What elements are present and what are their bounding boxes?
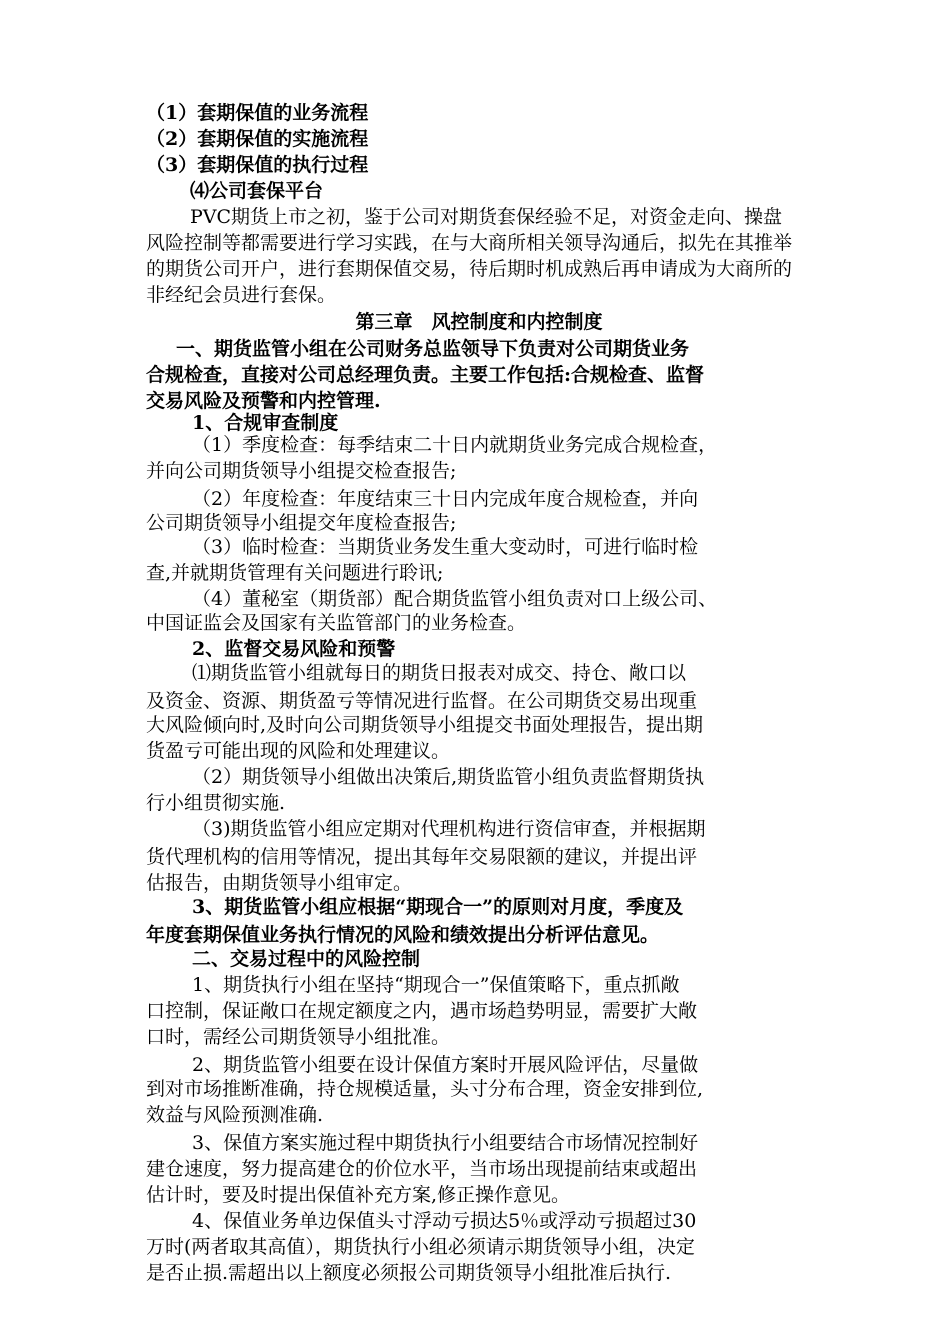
text-line: 并向公司期货领导小组提交检查报告;: [146, 460, 457, 482]
text-line: 行小组贯彻实施.: [146, 792, 286, 814]
text-line: PVC期货上市之初，鉴于公司对期货套保经验不足，对资金走向、操盘: [190, 206, 783, 228]
text-line: 货盈亏可能出现的风险和处理建议。: [146, 740, 451, 762]
text-line: 及资金、资源、期货盈亏等情况进行监督。在公司期货交易出现重: [146, 690, 698, 712]
text-line: 效益与风险预测准确.: [146, 1104, 324, 1126]
text-line: 2、期货监管小组要在设计保值方案时开展风险评估，尽量做: [192, 1054, 699, 1076]
text-line: 建仓速度，努力提高建仓的价位水平，当市场出现提前结束或超出: [146, 1158, 698, 1180]
text-line: 货代理机构的信用等情况，提出其每年交易限额的建议，并提出评: [146, 846, 698, 868]
text-line: 3、期货监管小组应根据“期现合一”的原则对月度，季度及: [192, 896, 684, 918]
text-line: ⑷公司套保平台: [190, 180, 324, 202]
text-line: 估报告，由期货领导小组审定。: [146, 872, 413, 894]
text-line: 查,并就期货管理有关问题进行聆讯;: [146, 562, 444, 584]
text-line: （3)期货监管小组应定期对代理机构进行资信审查，并根据期: [192, 818, 706, 840]
text-line: （1）套期保值的业务流程: [146, 102, 369, 124]
text-line: 年度套期保值业务执行情况的风险和绩效提出分析评估意见。: [146, 924, 660, 946]
text-line: 口控制，保证敞口在规定额度之内，遇市场趋势明显，需要扩大敞: [146, 1000, 698, 1022]
text-line: （2）套期保值的实施流程: [146, 128, 369, 150]
text-line: 口时，需经公司期货领导小组批准。: [146, 1026, 451, 1048]
text-line: 3、保值方案实施过程中期货执行小组要结合市场情况控制好: [192, 1132, 699, 1154]
text-line: 中国证监会及国家有关监管部门的业务检查。: [146, 612, 527, 634]
text-line: 万时(两者取其高值），期货执行小组必须请示期货领导小组，决定: [146, 1236, 695, 1258]
text-line: （3）临时检查：当期货业务发生重大变动时，可进行临时检: [192, 536, 699, 558]
text-line: （4）董秘室（期货部）配合期货监管小组负责对口上级公司、: [192, 588, 718, 610]
text-line: 交易风险及预警和内控管理.: [146, 390, 381, 412]
text-line: （2）期货领导小组做出决策后,期货监管小组负责监督期货执: [192, 766, 705, 788]
text-line: 二、交易过程中的风险控制: [192, 948, 421, 970]
text-line: 到对市场推断准确，持仓规模适量，头寸分布合理，资金安排到位,: [146, 1078, 704, 1100]
text-line: 是否止损.需超出以上额度必须报公司期货领导小组批准后执行.: [146, 1262, 672, 1284]
text-line: 4、保值业务单边保值头寸浮动亏损达5％或浮动亏损超过30: [192, 1210, 697, 1232]
text-line: 非经纪会员进行套保。: [146, 284, 337, 306]
text-line: 大风险倾向时,及时向公司期货领导小组提交书面处理报告，提出期: [146, 714, 704, 736]
text-line: 第三章 风控制度和内控制度: [355, 311, 603, 333]
text-line: 风险控制等都需要进行学习实践，在与大商所相关领导沟通后，拟先在其推举: [146, 232, 793, 254]
text-line: 2、监督交易风险和预警: [192, 638, 396, 660]
text-line: 的期货公司开户，进行套期保值交易，待后期时机成熟后再申请成为大商所的: [146, 258, 793, 280]
text-line: 一、期货监管小组在公司财务总监领导下负责对公司期货业务: [176, 338, 690, 360]
text-line: （2）年度检查：年度结束三十日内完成年度合规检查，并向: [192, 488, 699, 510]
text-line: 公司期货领导小组提交年度检查报告;: [146, 512, 457, 534]
text-line: 合规检查，直接对公司总经理负责。主要工作包括:合规检查、监督: [146, 364, 705, 386]
text-line: 1、合规审查制度: [192, 412, 339, 434]
text-line: ⑴期货监管小组就每日的期货日报表对成交、持仓、敞口以: [192, 662, 687, 684]
text-line: 估计时，要及时提出保值补充方案,修正操作意见。: [146, 1184, 571, 1206]
text-line: （1）季度检查：每季结束二十日内就期货业务完成合规检查，: [192, 434, 718, 456]
text-line: （3）套期保值的执行过程: [146, 154, 369, 176]
text-line: 1、期货执行小组在坚持“期现合一”保值策略下，重点抓敞: [192, 974, 680, 996]
